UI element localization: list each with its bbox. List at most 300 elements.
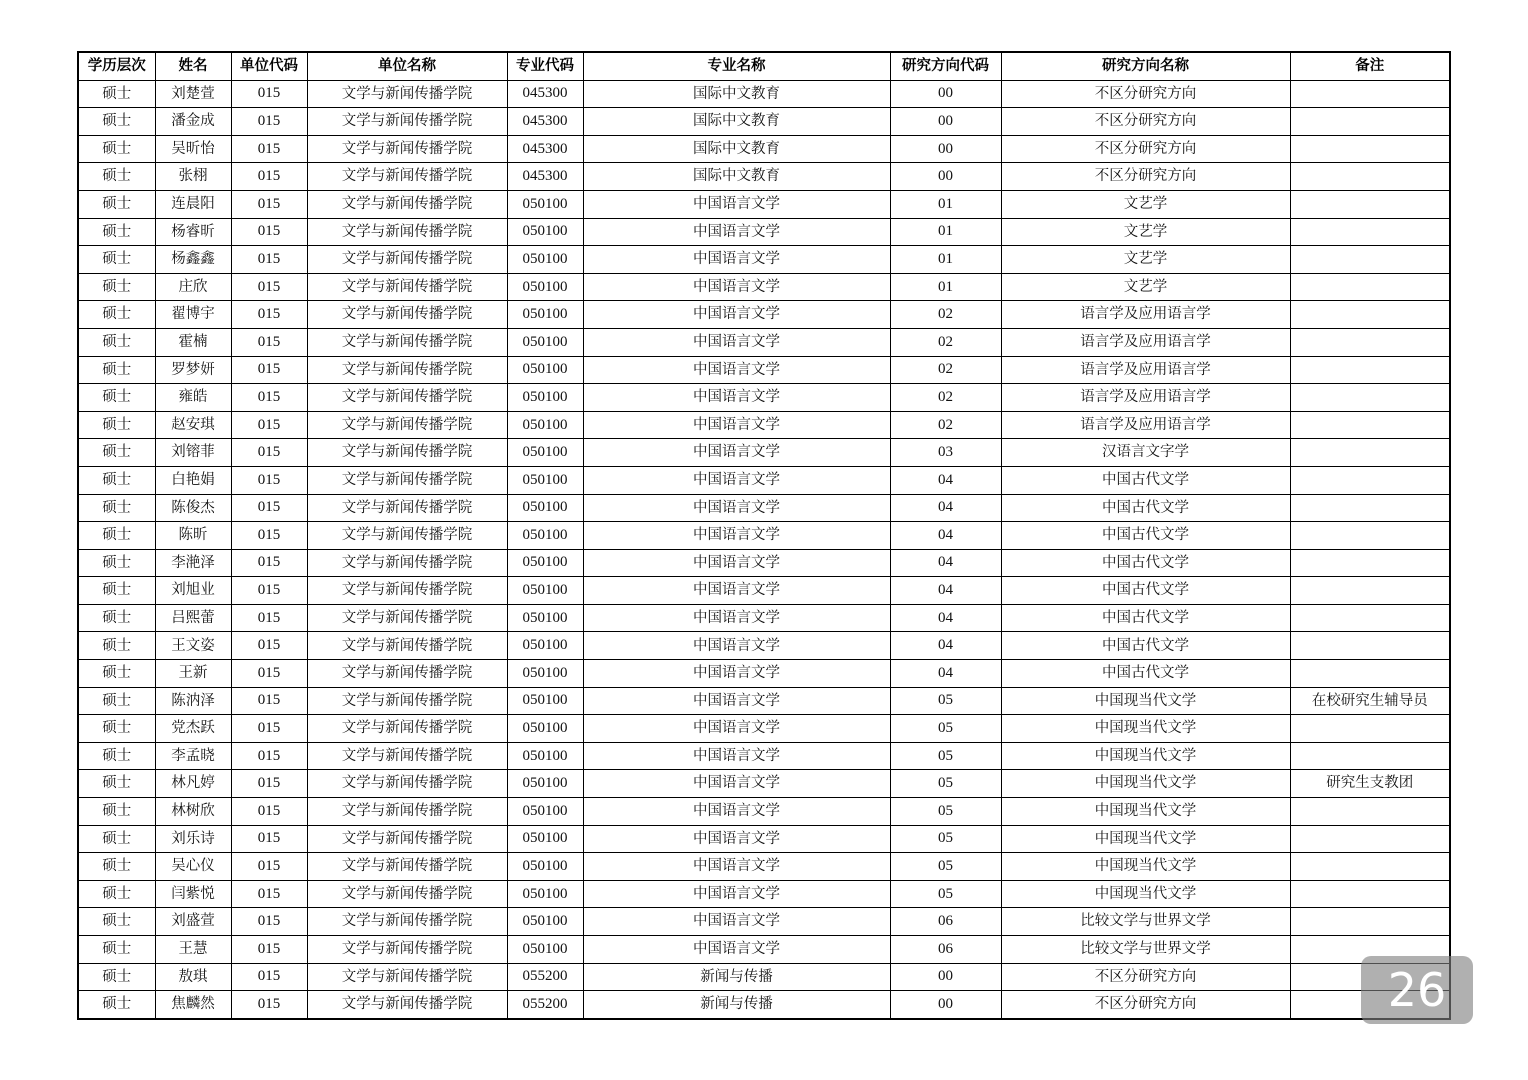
cell-unit-name: 文学与新闻传播学院 bbox=[307, 825, 507, 853]
cell-unit-code: 015 bbox=[231, 301, 307, 329]
table-header-row bbox=[78, 52, 1450, 80]
cell-unit-code: 015 bbox=[231, 880, 307, 908]
cell-name: 敖琪 bbox=[155, 963, 231, 991]
cell-remarks bbox=[1290, 577, 1450, 605]
cell-major-code: 050100 bbox=[507, 632, 583, 660]
cell-unit-code: 015 bbox=[231, 163, 307, 191]
header-degree-level: 学历层次 bbox=[78, 52, 155, 80]
cell-name: 张栩 bbox=[155, 163, 231, 191]
cell-major-name: 中国语言文学 bbox=[583, 604, 890, 632]
cell-degree-level: 硕士 bbox=[78, 384, 155, 412]
cell-direction-code: 04 bbox=[890, 660, 1001, 688]
cell-remarks bbox=[1290, 384, 1450, 412]
cell-direction-name: 文艺学 bbox=[1001, 273, 1290, 301]
cell-unit-code: 015 bbox=[231, 604, 307, 632]
table-row bbox=[78, 466, 1450, 494]
cell-major-code: 050100 bbox=[507, 687, 583, 715]
cell-remarks bbox=[1290, 549, 1450, 577]
table-row bbox=[78, 494, 1450, 522]
cell-name: 陈汭泽 bbox=[155, 687, 231, 715]
cell-name: 王慧 bbox=[155, 936, 231, 964]
cell-direction-name: 中国现当代文学 bbox=[1001, 687, 1290, 715]
cell-degree-level: 硕士 bbox=[78, 798, 155, 826]
cell-unit-code: 015 bbox=[231, 190, 307, 218]
cell-remarks bbox=[1290, 411, 1450, 439]
cell-major-code: 050100 bbox=[507, 494, 583, 522]
cell-name: 李滟泽 bbox=[155, 549, 231, 577]
cell-major-name: 中国语言文学 bbox=[583, 853, 890, 881]
cell-unit-name: 文学与新闻传播学院 bbox=[307, 908, 507, 936]
cell-major-name: 新闻与传播 bbox=[583, 991, 890, 1019]
cell-unit-code: 015 bbox=[231, 798, 307, 826]
cell-unit-name: 文学与新闻传播学院 bbox=[307, 632, 507, 660]
cell-major-name: 中国语言文学 bbox=[583, 190, 890, 218]
cell-degree-level: 硕士 bbox=[78, 577, 155, 605]
cell-direction-name: 不区分研究方向 bbox=[1001, 135, 1290, 163]
cell-direction-name: 文艺学 bbox=[1001, 246, 1290, 274]
cell-remarks bbox=[1290, 908, 1450, 936]
table-row bbox=[78, 991, 1450, 1019]
cell-unit-code: 015 bbox=[231, 908, 307, 936]
table-row bbox=[78, 80, 1450, 108]
cell-remarks bbox=[1290, 273, 1450, 301]
cell-direction-code: 01 bbox=[890, 246, 1001, 274]
cell-unit-code: 015 bbox=[231, 135, 307, 163]
cell-major-code: 050100 bbox=[507, 273, 583, 301]
cell-remarks bbox=[1290, 853, 1450, 881]
table-row bbox=[78, 439, 1450, 467]
cell-major-code: 050100 bbox=[507, 301, 583, 329]
cell-unit-code: 015 bbox=[231, 328, 307, 356]
cell-major-name: 中国语言文学 bbox=[583, 439, 890, 467]
cell-unit-name: 文学与新闻传播学院 bbox=[307, 991, 507, 1019]
cell-unit-code: 015 bbox=[231, 687, 307, 715]
cell-major-name: 中国语言文学 bbox=[583, 273, 890, 301]
cell-unit-code: 015 bbox=[231, 577, 307, 605]
table-row bbox=[78, 356, 1450, 384]
cell-remarks bbox=[1290, 825, 1450, 853]
cell-name: 杨睿昕 bbox=[155, 218, 231, 246]
cell-unit-code: 015 bbox=[231, 632, 307, 660]
table-row bbox=[78, 798, 1450, 826]
cell-major-code: 050100 bbox=[507, 411, 583, 439]
table-row bbox=[78, 384, 1450, 412]
table-row bbox=[78, 328, 1450, 356]
cell-major-name: 中国语言文学 bbox=[583, 632, 890, 660]
cell-name: 翟博宇 bbox=[155, 301, 231, 329]
cell-degree-level: 硕士 bbox=[78, 853, 155, 881]
cell-remarks bbox=[1290, 604, 1450, 632]
cell-direction-code: 05 bbox=[890, 798, 1001, 826]
cell-unit-code: 015 bbox=[231, 825, 307, 853]
table-row bbox=[78, 246, 1450, 274]
cell-direction-code: 05 bbox=[890, 825, 1001, 853]
cell-direction-code: 05 bbox=[890, 742, 1001, 770]
cell-unit-name: 文学与新闻传播学院 bbox=[307, 411, 507, 439]
cell-direction-code: 00 bbox=[890, 991, 1001, 1019]
cell-unit-name: 文学与新闻传播学院 bbox=[307, 494, 507, 522]
cell-major-name: 中国语言文学 bbox=[583, 687, 890, 715]
cell-major-name: 中国语言文学 bbox=[583, 577, 890, 605]
page-number-badge: 26 bbox=[1361, 956, 1473, 1024]
cell-direction-name: 语言学及应用语言学 bbox=[1001, 411, 1290, 439]
cell-remarks bbox=[1290, 798, 1450, 826]
cell-degree-level: 硕士 bbox=[78, 770, 155, 798]
cell-direction-name: 中国现当代文学 bbox=[1001, 798, 1290, 826]
cell-major-code: 045300 bbox=[507, 80, 583, 108]
cell-major-code: 050100 bbox=[507, 770, 583, 798]
cell-major-name: 中国语言文学 bbox=[583, 466, 890, 494]
cell-remarks bbox=[1290, 328, 1450, 356]
cell-major-name: 中国语言文学 bbox=[583, 328, 890, 356]
cell-degree-level: 硕士 bbox=[78, 632, 155, 660]
cell-major-code: 050100 bbox=[507, 466, 583, 494]
cell-remarks bbox=[1290, 632, 1450, 660]
cell-unit-name: 文学与新闻传播学院 bbox=[307, 770, 507, 798]
header-direction-name: 研究方向名称 bbox=[1001, 52, 1290, 80]
cell-major-code: 050100 bbox=[507, 908, 583, 936]
cell-degree-level: 硕士 bbox=[78, 411, 155, 439]
cell-unit-name: 文学与新闻传播学院 bbox=[307, 466, 507, 494]
cell-unit-name: 文学与新闻传播学院 bbox=[307, 853, 507, 881]
header-major-name: 专业名称 bbox=[583, 52, 890, 80]
cell-direction-name: 中国古代文学 bbox=[1001, 660, 1290, 688]
cell-unit-name: 文学与新闻传播学院 bbox=[307, 880, 507, 908]
cell-name: 连晨阳 bbox=[155, 190, 231, 218]
cell-unit-name: 文学与新闻传播学院 bbox=[307, 108, 507, 136]
cell-major-name: 中国语言文学 bbox=[583, 411, 890, 439]
cell-major-code: 050100 bbox=[507, 246, 583, 274]
cell-degree-level: 硕士 bbox=[78, 825, 155, 853]
cell-major-code: 050100 bbox=[507, 936, 583, 964]
cell-unit-name: 文学与新闻传播学院 bbox=[307, 687, 507, 715]
cell-major-code: 050100 bbox=[507, 660, 583, 688]
cell-direction-name: 中国现当代文学 bbox=[1001, 853, 1290, 881]
cell-degree-level: 硕士 bbox=[78, 522, 155, 550]
cell-degree-level: 硕士 bbox=[78, 963, 155, 991]
cell-major-name: 国际中文教育 bbox=[583, 163, 890, 191]
cell-remarks bbox=[1290, 660, 1450, 688]
cell-direction-code: 00 bbox=[890, 135, 1001, 163]
cell-unit-code: 015 bbox=[231, 80, 307, 108]
cell-direction-code: 03 bbox=[890, 439, 1001, 467]
header-major-code: 专业代码 bbox=[507, 52, 583, 80]
cell-major-code: 050100 bbox=[507, 356, 583, 384]
cell-direction-name: 汉语言文字学 bbox=[1001, 439, 1290, 467]
cell-direction-code: 05 bbox=[890, 880, 1001, 908]
cell-degree-level: 硕士 bbox=[78, 466, 155, 494]
table-row bbox=[78, 577, 1450, 605]
cell-degree-level: 硕士 bbox=[78, 687, 155, 715]
cell-unit-name: 文学与新闻传播学院 bbox=[307, 963, 507, 991]
cell-name: 吴心仪 bbox=[155, 853, 231, 881]
cell-unit-code: 015 bbox=[231, 108, 307, 136]
header-unit-code: 单位代码 bbox=[231, 52, 307, 80]
table-row bbox=[78, 632, 1450, 660]
cell-direction-code: 02 bbox=[890, 411, 1001, 439]
cell-name: 陈俊杰 bbox=[155, 494, 231, 522]
cell-name: 罗梦妍 bbox=[155, 356, 231, 384]
cell-name: 王新 bbox=[155, 660, 231, 688]
cell-unit-name: 文学与新闻传播学院 bbox=[307, 218, 507, 246]
cell-direction-code: 01 bbox=[890, 190, 1001, 218]
cell-major-code: 050100 bbox=[507, 549, 583, 577]
table-row bbox=[78, 522, 1450, 550]
table-row bbox=[78, 273, 1450, 301]
cell-major-code: 050100 bbox=[507, 880, 583, 908]
cell-direction-code: 01 bbox=[890, 218, 1001, 246]
cell-major-name: 中国语言文学 bbox=[583, 825, 890, 853]
cell-remarks: 在校研究生辅导员 bbox=[1290, 687, 1450, 715]
cell-name: 吕熙蕾 bbox=[155, 604, 231, 632]
cell-major-name: 国际中文教育 bbox=[583, 80, 890, 108]
cell-unit-name: 文学与新闻传播学院 bbox=[307, 742, 507, 770]
cell-name: 焦麟然 bbox=[155, 991, 231, 1019]
cell-direction-name: 中国现当代文学 bbox=[1001, 825, 1290, 853]
cell-name: 党杰跃 bbox=[155, 715, 231, 743]
cell-unit-name: 文学与新闻传播学院 bbox=[307, 798, 507, 826]
cell-unit-name: 文学与新闻传播学院 bbox=[307, 549, 507, 577]
cell-name: 王文姿 bbox=[155, 632, 231, 660]
cell-remarks bbox=[1290, 190, 1450, 218]
cell-unit-code: 015 bbox=[231, 466, 307, 494]
cell-direction-code: 04 bbox=[890, 494, 1001, 522]
cell-major-code: 050100 bbox=[507, 190, 583, 218]
cell-direction-code: 00 bbox=[890, 80, 1001, 108]
table-row bbox=[78, 108, 1450, 136]
cell-name: 雍皓 bbox=[155, 384, 231, 412]
cell-name: 林凡婷 bbox=[155, 770, 231, 798]
cell-direction-code: 02 bbox=[890, 328, 1001, 356]
cell-unit-code: 015 bbox=[231, 218, 307, 246]
cell-direction-code: 00 bbox=[890, 163, 1001, 191]
cell-direction-code: 05 bbox=[890, 687, 1001, 715]
header-direction-code: 研究方向代码 bbox=[890, 52, 1001, 80]
table-row bbox=[78, 135, 1450, 163]
cell-remarks bbox=[1290, 356, 1450, 384]
cell-major-code: 050100 bbox=[507, 742, 583, 770]
header-name: 姓名 bbox=[155, 52, 231, 80]
table-row bbox=[78, 411, 1450, 439]
header-unit-name: 单位名称 bbox=[307, 52, 507, 80]
table-row bbox=[78, 963, 1450, 991]
cell-remarks bbox=[1290, 439, 1450, 467]
cell-unit-code: 015 bbox=[231, 660, 307, 688]
cell-major-code: 050100 bbox=[507, 715, 583, 743]
cell-unit-code: 015 bbox=[231, 273, 307, 301]
cell-name: 吴昕怡 bbox=[155, 135, 231, 163]
cell-direction-name: 语言学及应用语言学 bbox=[1001, 301, 1290, 329]
cell-degree-level: 硕士 bbox=[78, 494, 155, 522]
cell-degree-level: 硕士 bbox=[78, 108, 155, 136]
cell-unit-code: 015 bbox=[231, 770, 307, 798]
cell-direction-name: 文艺学 bbox=[1001, 190, 1290, 218]
cell-unit-code: 015 bbox=[231, 246, 307, 274]
cell-major-code: 050100 bbox=[507, 384, 583, 412]
table-row bbox=[78, 715, 1450, 743]
cell-remarks bbox=[1290, 80, 1450, 108]
cell-unit-code: 015 bbox=[231, 991, 307, 1019]
cell-unit-name: 文学与新闻传播学院 bbox=[307, 936, 507, 964]
cell-direction-code: 04 bbox=[890, 466, 1001, 494]
cell-degree-level: 硕士 bbox=[78, 549, 155, 577]
cell-direction-code: 02 bbox=[890, 301, 1001, 329]
cell-major-name: 国际中文教育 bbox=[583, 108, 890, 136]
table-row bbox=[78, 218, 1450, 246]
cell-name: 陈昕 bbox=[155, 522, 231, 550]
cell-major-code: 050100 bbox=[507, 825, 583, 853]
cell-remarks: 研究生支教团 bbox=[1290, 770, 1450, 798]
cell-major-code: 050100 bbox=[507, 522, 583, 550]
cell-major-code: 050100 bbox=[507, 328, 583, 356]
cell-degree-level: 硕士 bbox=[78, 190, 155, 218]
cell-remarks bbox=[1290, 494, 1450, 522]
cell-major-code: 045300 bbox=[507, 163, 583, 191]
table-row bbox=[78, 742, 1450, 770]
cell-direction-name: 不区分研究方向 bbox=[1001, 80, 1290, 108]
cell-degree-level: 硕士 bbox=[78, 218, 155, 246]
table-row bbox=[78, 687, 1450, 715]
cell-remarks bbox=[1290, 742, 1450, 770]
table-row bbox=[78, 936, 1450, 964]
cell-name: 刘旭业 bbox=[155, 577, 231, 605]
cell-unit-name: 文学与新闻传播学院 bbox=[307, 328, 507, 356]
cell-major-code: 050100 bbox=[507, 798, 583, 826]
cell-degree-level: 硕士 bbox=[78, 991, 155, 1019]
cell-unit-code: 015 bbox=[231, 963, 307, 991]
cell-direction-name: 文艺学 bbox=[1001, 218, 1290, 246]
cell-major-code: 045300 bbox=[507, 108, 583, 136]
cell-direction-code: 04 bbox=[890, 522, 1001, 550]
table-row bbox=[78, 880, 1450, 908]
cell-direction-name: 语言学及应用语言学 bbox=[1001, 356, 1290, 384]
cell-direction-name: 中国现当代文学 bbox=[1001, 770, 1290, 798]
table-row bbox=[78, 825, 1450, 853]
cell-name: 刘乐诗 bbox=[155, 825, 231, 853]
table-row bbox=[78, 163, 1450, 191]
cell-unit-name: 文学与新闻传播学院 bbox=[307, 356, 507, 384]
cell-major-name: 中国语言文学 bbox=[583, 908, 890, 936]
cell-major-name: 中国语言文学 bbox=[583, 246, 890, 274]
cell-major-name: 中国语言文学 bbox=[583, 798, 890, 826]
cell-major-name: 中国语言文学 bbox=[583, 742, 890, 770]
cell-major-name: 中国语言文学 bbox=[583, 494, 890, 522]
cell-major-name: 中国语言文学 bbox=[583, 880, 890, 908]
cell-degree-level: 硕士 bbox=[78, 163, 155, 191]
cell-name: 庄欣 bbox=[155, 273, 231, 301]
cell-degree-level: 硕士 bbox=[78, 908, 155, 936]
cell-direction-name: 中国现当代文学 bbox=[1001, 880, 1290, 908]
cell-direction-name: 中国现当代文学 bbox=[1001, 715, 1290, 743]
cell-unit-code: 015 bbox=[231, 715, 307, 743]
cell-direction-name: 中国古代文学 bbox=[1001, 466, 1290, 494]
cell-unit-name: 文学与新闻传播学院 bbox=[307, 577, 507, 605]
cell-unit-name: 文学与新闻传播学院 bbox=[307, 604, 507, 632]
cell-unit-name: 文学与新闻传播学院 bbox=[307, 135, 507, 163]
header-remarks: 备注 bbox=[1290, 52, 1450, 80]
cell-unit-name: 文学与新闻传播学院 bbox=[307, 522, 507, 550]
cell-major-name: 中国语言文学 bbox=[583, 522, 890, 550]
cell-name: 霍楠 bbox=[155, 328, 231, 356]
cell-direction-name: 语言学及应用语言学 bbox=[1001, 328, 1290, 356]
cell-direction-name: 中国古代文学 bbox=[1001, 549, 1290, 577]
cell-major-name: 中国语言文学 bbox=[583, 384, 890, 412]
cell-name: 白艳娟 bbox=[155, 466, 231, 494]
cell-degree-level: 硕士 bbox=[78, 936, 155, 964]
cell-direction-name: 中国古代文学 bbox=[1001, 577, 1290, 605]
cell-remarks bbox=[1290, 715, 1450, 743]
cell-direction-code: 00 bbox=[890, 963, 1001, 991]
cell-unit-name: 文学与新闻传播学院 bbox=[307, 301, 507, 329]
cell-direction-code: 02 bbox=[890, 356, 1001, 384]
cell-unit-code: 015 bbox=[231, 853, 307, 881]
cell-direction-name: 不区分研究方向 bbox=[1001, 108, 1290, 136]
cell-unit-name: 文学与新闻传播学院 bbox=[307, 660, 507, 688]
table-body bbox=[78, 80, 1450, 1019]
cell-major-code: 045300 bbox=[507, 135, 583, 163]
table-row bbox=[78, 853, 1450, 881]
cell-name: 刘楚萱 bbox=[155, 80, 231, 108]
cell-major-name: 国际中文教育 bbox=[583, 135, 890, 163]
cell-name: 刘盛萱 bbox=[155, 908, 231, 936]
cell-remarks bbox=[1290, 218, 1450, 246]
cell-unit-name: 文学与新闻传播学院 bbox=[307, 246, 507, 274]
cell-major-name: 中国语言文学 bbox=[583, 660, 890, 688]
cell-remarks bbox=[1290, 301, 1450, 329]
cell-unit-name: 文学与新闻传播学院 bbox=[307, 273, 507, 301]
cell-unit-code: 015 bbox=[231, 411, 307, 439]
cell-direction-name: 中国古代文学 bbox=[1001, 494, 1290, 522]
cell-unit-code: 015 bbox=[231, 936, 307, 964]
cell-name: 刘镕菲 bbox=[155, 439, 231, 467]
cell-remarks bbox=[1290, 163, 1450, 191]
cell-direction-code: 05 bbox=[890, 853, 1001, 881]
cell-direction-name: 不区分研究方向 bbox=[1001, 963, 1290, 991]
cell-direction-code: 04 bbox=[890, 632, 1001, 660]
cell-major-name: 中国语言文学 bbox=[583, 770, 890, 798]
cell-degree-level: 硕士 bbox=[78, 660, 155, 688]
cell-major-code: 050100 bbox=[507, 218, 583, 246]
table-row bbox=[78, 660, 1450, 688]
cell-major-name: 中国语言文学 bbox=[583, 936, 890, 964]
cell-major-name: 中国语言文学 bbox=[583, 218, 890, 246]
cell-direction-code: 04 bbox=[890, 604, 1001, 632]
cell-major-code: 055200 bbox=[507, 991, 583, 1019]
cell-direction-name: 中国古代文学 bbox=[1001, 632, 1290, 660]
admission-list-table bbox=[77, 51, 1451, 1020]
cell-degree-level: 硕士 bbox=[78, 273, 155, 301]
cell-major-code: 050100 bbox=[507, 439, 583, 467]
cell-unit-name: 文学与新闻传播学院 bbox=[307, 439, 507, 467]
cell-direction-code: 06 bbox=[890, 936, 1001, 964]
cell-direction-name: 不区分研究方向 bbox=[1001, 163, 1290, 191]
cell-degree-level: 硕士 bbox=[78, 356, 155, 384]
table-row bbox=[78, 549, 1450, 577]
cell-remarks bbox=[1290, 246, 1450, 274]
cell-degree-level: 硕士 bbox=[78, 742, 155, 770]
cell-unit-code: 015 bbox=[231, 494, 307, 522]
cell-degree-level: 硕士 bbox=[78, 715, 155, 743]
cell-remarks bbox=[1290, 135, 1450, 163]
cell-name: 李孟晓 bbox=[155, 742, 231, 770]
cell-direction-name: 中国古代文学 bbox=[1001, 604, 1290, 632]
cell-major-code: 050100 bbox=[507, 577, 583, 605]
cell-major-code: 050100 bbox=[507, 853, 583, 881]
cell-direction-name: 中国古代文学 bbox=[1001, 522, 1290, 550]
cell-degree-level: 硕士 bbox=[78, 880, 155, 908]
cell-degree-level: 硕士 bbox=[78, 328, 155, 356]
cell-remarks bbox=[1290, 880, 1450, 908]
